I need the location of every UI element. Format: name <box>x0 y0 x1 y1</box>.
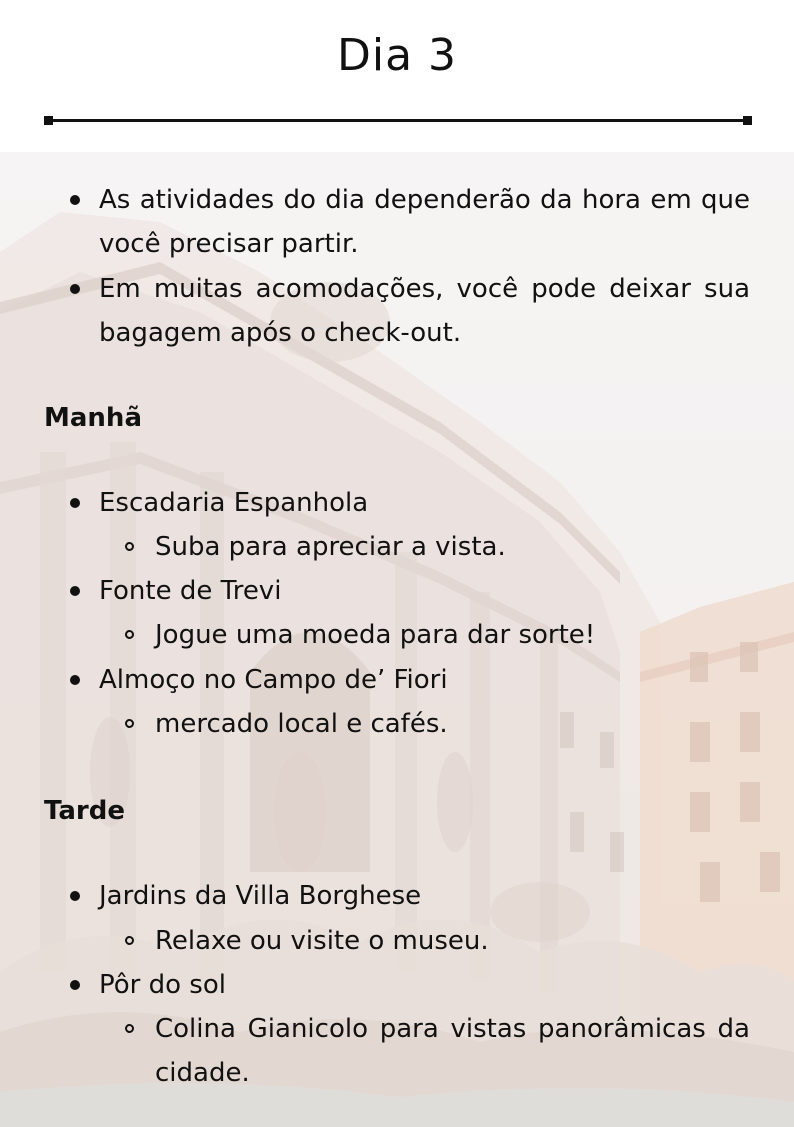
bullet-icon <box>70 980 80 990</box>
sub-bullet-icon <box>125 630 134 639</box>
intro-item: Em muitas acomodações, você pode deixar sua bagagem após o check-out. <box>99 274 750 348</box>
list-item: Jardins da Villa Borghese <box>99 881 422 911</box>
bullet-icon <box>70 891 80 901</box>
bullet-icon <box>70 498 80 508</box>
sub-bullet-icon <box>125 1024 134 1033</box>
list-item: Pôr do sol <box>99 970 226 1000</box>
sub-list-item: Jogue uma moeda para dar sorte! <box>155 620 596 650</box>
section-heading-manha: Manhã <box>44 403 142 433</box>
list-item: Fonte de Trevi <box>99 576 282 606</box>
bullet-icon <box>70 195 80 205</box>
intro-item: As atividades do dia dependerão da hora em que você precisar partir. <box>99 185 750 259</box>
list-item: Escadaria Espanhola <box>99 488 369 518</box>
section-heading-tarde: Tarde <box>44 796 125 826</box>
sub-bullet-icon <box>125 542 134 551</box>
sub-bullet-icon <box>125 719 134 728</box>
sub-list-item: Suba para apreciar a vista. <box>155 532 506 562</box>
sub-list-item: Colina Gianicolo para vistas panorâmicas da cidade. <box>155 1014 750 1088</box>
sub-list-item: mercado local e cafés. <box>155 709 448 739</box>
bullet-icon <box>70 675 80 685</box>
list-item: Almoço no Campo de’ Fiori <box>99 665 448 695</box>
sub-list-item: Relaxe ou visite o museu. <box>155 926 489 956</box>
bullet-icon <box>70 284 80 294</box>
sub-bullet-icon <box>125 936 134 945</box>
page-title: Dia 3 <box>336 30 458 81</box>
bullet-icon <box>70 586 80 596</box>
